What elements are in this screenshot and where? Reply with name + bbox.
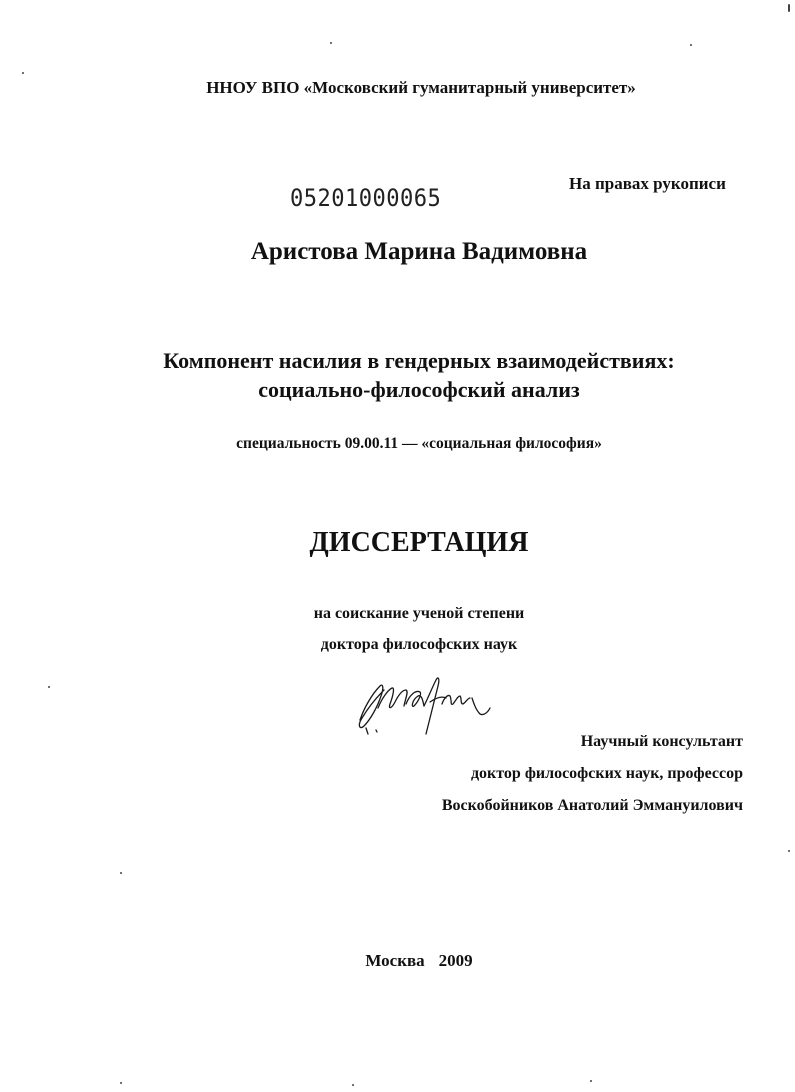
scan-speck (330, 42, 332, 44)
city: Москва (365, 951, 425, 970)
dissertation-title-line-1: Компонент насилия в гендерных взаимодействиях: (163, 348, 675, 373)
document-type-heading: ДИССЕРТАЦИЯ (309, 527, 529, 558)
scan-speck (690, 44, 692, 46)
consultant-name: Воскобойников Анатолий Эммануилович (441, 797, 743, 814)
handwritten-signature-icon (350, 668, 520, 743)
scan-speck (788, 850, 790, 852)
university-name: ННОУ ВПО «Московский гуманитарный университет» (206, 78, 636, 97)
author-name: Аристова Марина Вадимовна (250, 238, 588, 265)
scan-speck (352, 1084, 354, 1086)
scan-speck (120, 872, 122, 874)
year: 2009 (438, 951, 473, 970)
scan-speck (22, 72, 24, 74)
catalog-stamp-number: 05201000065 (290, 184, 442, 212)
consultant-role: Научный консультант (580, 733, 743, 750)
scan-speck (48, 686, 50, 688)
manuscript-rights-note: На правах рукописи (569, 174, 726, 193)
consultant-academic-title: доктор философских наук, профессор (470, 765, 743, 782)
scan-speck (120, 1082, 122, 1084)
specialty-code: специальность 09.00.11 — «социальная философия» (236, 435, 602, 452)
scan-speck (788, 4, 790, 12)
dissertation-title-line-2: социально-философский анализ (258, 377, 580, 402)
city-and-year (0, 951, 795, 971)
scan-speck (590, 1080, 592, 1082)
degree-line-1: на соискание ученой степени (313, 605, 525, 622)
degree-line-2: доктора философских наук (320, 636, 518, 653)
